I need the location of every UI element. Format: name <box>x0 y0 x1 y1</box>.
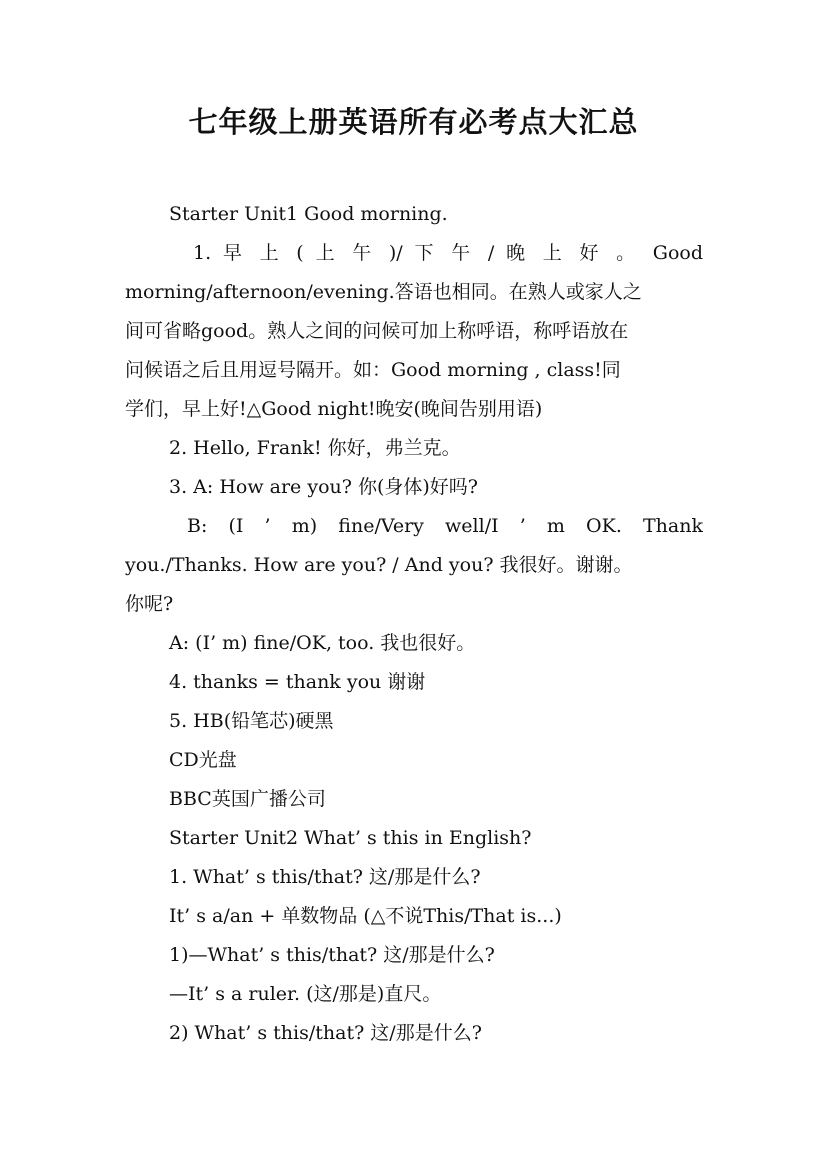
text-line-1: Starter Unit1 Good morning. <box>169 203 448 225</box>
text-line-7: 2. Hello, Frank! 你好，弗兰克。 <box>169 437 461 459</box>
text-line-2: 1. 早 上 ( 上 午 )/ 下 午 / 晚 上 好 。 Good <box>193 242 703 264</box>
document-body <box>125 195 703 1053</box>
text-line-9: B: (I ’ m) fine/Very well/I ’ m OK. Thank <box>187 515 703 537</box>
text-line-20: 1)—What’ s this/that? 这/那是什么? <box>169 944 495 966</box>
text-line-12: A: (I’ m) fine/OK, too. 我也很好。 <box>169 632 476 654</box>
text-line-15: CD光盘 <box>169 749 237 771</box>
text-line-10: you./Thanks. How are you? / And you? 我很好。谢谢。 <box>125 554 633 576</box>
text-line-22: 2) What’ s this/that? 这/那是什么? <box>169 1022 482 1044</box>
text-line-8: 3. A: How are you? 你(身体)好吗? <box>169 476 478 498</box>
text-line-3: morning/afternoon/evening.答语也相同。在熟人或家人之 <box>125 281 642 303</box>
text-line-21: —It’ s a ruler. (这/那是)直尺。 <box>169 983 442 1005</box>
text-line-14: 5. HB(铅笔芯)硬黑 <box>169 710 334 732</box>
text-line-13: 4. thanks = thank you 谢谢 <box>169 671 426 693</box>
text-line-16: BBC英国广播公司 <box>169 788 326 810</box>
text-line-5: 问候语之后且用逗号隔开。如：Good morning , class!同 <box>125 359 621 381</box>
text-line-4: 间可省略good。熟人之间的问候可加上称呼语，称呼语放在 <box>125 320 629 342</box>
text-line-19: It’ s a/an + 单数物品 (△不说This/That is...) <box>169 905 562 927</box>
text-line-18: 1. What’ s this/that? 这/那是什么? <box>169 866 481 888</box>
document-title: 七年级上册英语所有必考点大汇总 <box>188 105 639 139</box>
text-line-6: 学们，早上好!△Good night!晚安(晚间告别用语) <box>125 398 543 420</box>
text-line-17: Starter Unit2 What’ s this in English? <box>169 827 532 849</box>
text-line-11: 你呢? <box>125 593 174 615</box>
